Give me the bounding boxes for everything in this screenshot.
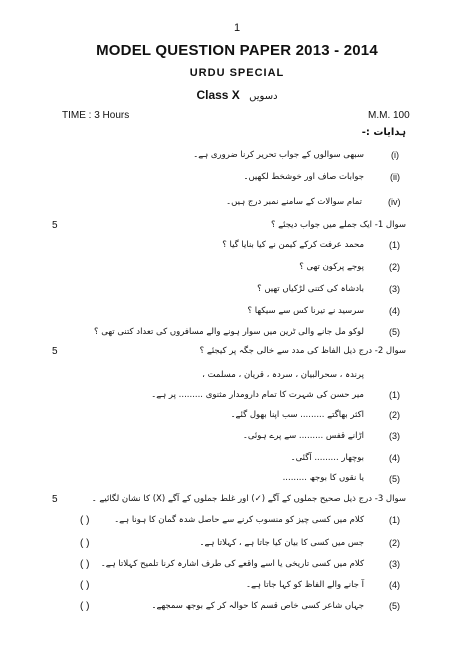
section-marks: 5 — [52, 220, 58, 231]
question-text: کلام میں کسی تاریخی یا اسے واقعے کی طرف اشارہ کرنا تلمیح کہلاتا ہے۔ — [100, 559, 364, 569]
question-text: کلام میں کسی چیز کو منسوب کرنے سے حاصل شدہ گمان کا ہونا ہے۔ — [114, 515, 364, 525]
question-text: جس میں کسی کا بیان کیا جاتا ہے ، کہلاتا ہے۔ — [199, 538, 364, 548]
question-text: بادشاہ کی کتنی لڑکیاں تھیں ؟ — [257, 284, 364, 294]
question-number: (1) — [389, 515, 400, 525]
answer-box[interactable]: ( ) — [80, 538, 90, 549]
question-number: (1) — [389, 390, 400, 400]
word-bank: پرندہ ، سحرالبیان ، سردہ ، قریان ، مسلمت ، — [202, 370, 364, 380]
question-text: جہاں شاعر کسی خاص قسم کا حوالہ کر کے بوجھ سمجھے۔ — [151, 601, 364, 611]
class-urdu: دسویں — [249, 91, 278, 102]
max-marks: M.M. 100 — [368, 110, 410, 121]
question-number: (5) — [389, 327, 400, 337]
paper-title: MODEL QUESTION PAPER 2013 - 2014 — [96, 42, 378, 59]
question-text: بوچھار ......... آگئی۔ — [290, 453, 364, 463]
question-number: (3) — [389, 431, 400, 441]
answer-box[interactable]: ( ) — [80, 601, 90, 612]
question-text: اکثر بھاگتے ......... سب اپنا بھول گئے۔ — [230, 410, 364, 420]
question-number: (2) — [389, 410, 400, 420]
question-number: (4) — [389, 306, 400, 316]
section-heading: سوال 1- ایک جملے میں جواب دیجئے ؟ — [270, 220, 406, 230]
section-marks: 5 — [52, 494, 58, 505]
instruction-number: (i) — [391, 150, 399, 160]
section-heading: سوال 3- درج ذیل صحیح جملوں کے آگے (✓) اور غلط جملوں کے آگے (X) کا نشان لگائیے ۔ — [91, 494, 406, 504]
question-text: یا نقوں کا بوجھ ......... — [282, 473, 364, 483]
section-heading: سوال 2- درج ذیل الفاظ کی مدد سے خالی جگہ پر کیجئے ؟ — [199, 346, 406, 356]
question-number: (3) — [389, 284, 400, 294]
instruction-text: تمام سوالات کے سامنے نمبر درج ہیں۔ — [226, 197, 362, 207]
paper-subtitle: URDU SPECIAL — [189, 67, 285, 79]
section-marks: 5 — [52, 346, 58, 357]
question-text: میر حسن کی شہرت کا تمام دارومدار مثنوی ......... پر ہے۔ — [151, 390, 364, 400]
question-number: (1) — [389, 240, 400, 250]
instruction-text: جوابات صاف اور خوشخط لکھیں۔ — [243, 172, 364, 182]
question-number: (4) — [389, 580, 400, 590]
instruction-number: (ii) — [390, 172, 400, 182]
question-number: (2) — [389, 262, 400, 272]
page-number: 1 — [233, 22, 241, 34]
question-number: (5) — [389, 474, 400, 484]
question-text: اڑانے قفس ......... سے پرے ہوئی۔ — [242, 431, 364, 441]
question-text: آ جانے والے الفاظ کو کہا جاتا ہے۔ — [246, 580, 364, 590]
instructions-heading: ہدایات :- — [361, 127, 406, 138]
question-number: (5) — [389, 601, 400, 611]
question-text: سرسید نے تیرنا کس سے سیکھا ؟ — [247, 306, 364, 316]
question-number: (4) — [389, 453, 400, 463]
question-text: لوکو مل جانے والی ٹرین میں سوار ہونے والے مسافروں کی تعداد کتنی تھی ؟ — [94, 327, 364, 337]
instruction-number: (iv) — [388, 197, 401, 207]
question-number: (3) — [389, 559, 400, 569]
time-allowed: TIME : 3 Hours — [62, 110, 130, 121]
answer-box[interactable]: ( ) — [80, 559, 90, 570]
answer-box[interactable]: ( ) — [80, 515, 90, 526]
class-line — [0, 88, 474, 102]
class-english: Class X — [196, 88, 240, 102]
answer-box[interactable]: ( ) — [80, 580, 90, 591]
instruction-text: سبھی سوالوں کے جواب تحریر کرنا ضروری ہے۔ — [193, 150, 364, 160]
question-text: پوجے پرکون تھی ؟ — [299, 262, 364, 272]
question-text: محمد عرفت کرکے کیمن نے کیا بنایا گیا ؟ — [222, 240, 364, 250]
question-number: (2) — [389, 538, 400, 548]
